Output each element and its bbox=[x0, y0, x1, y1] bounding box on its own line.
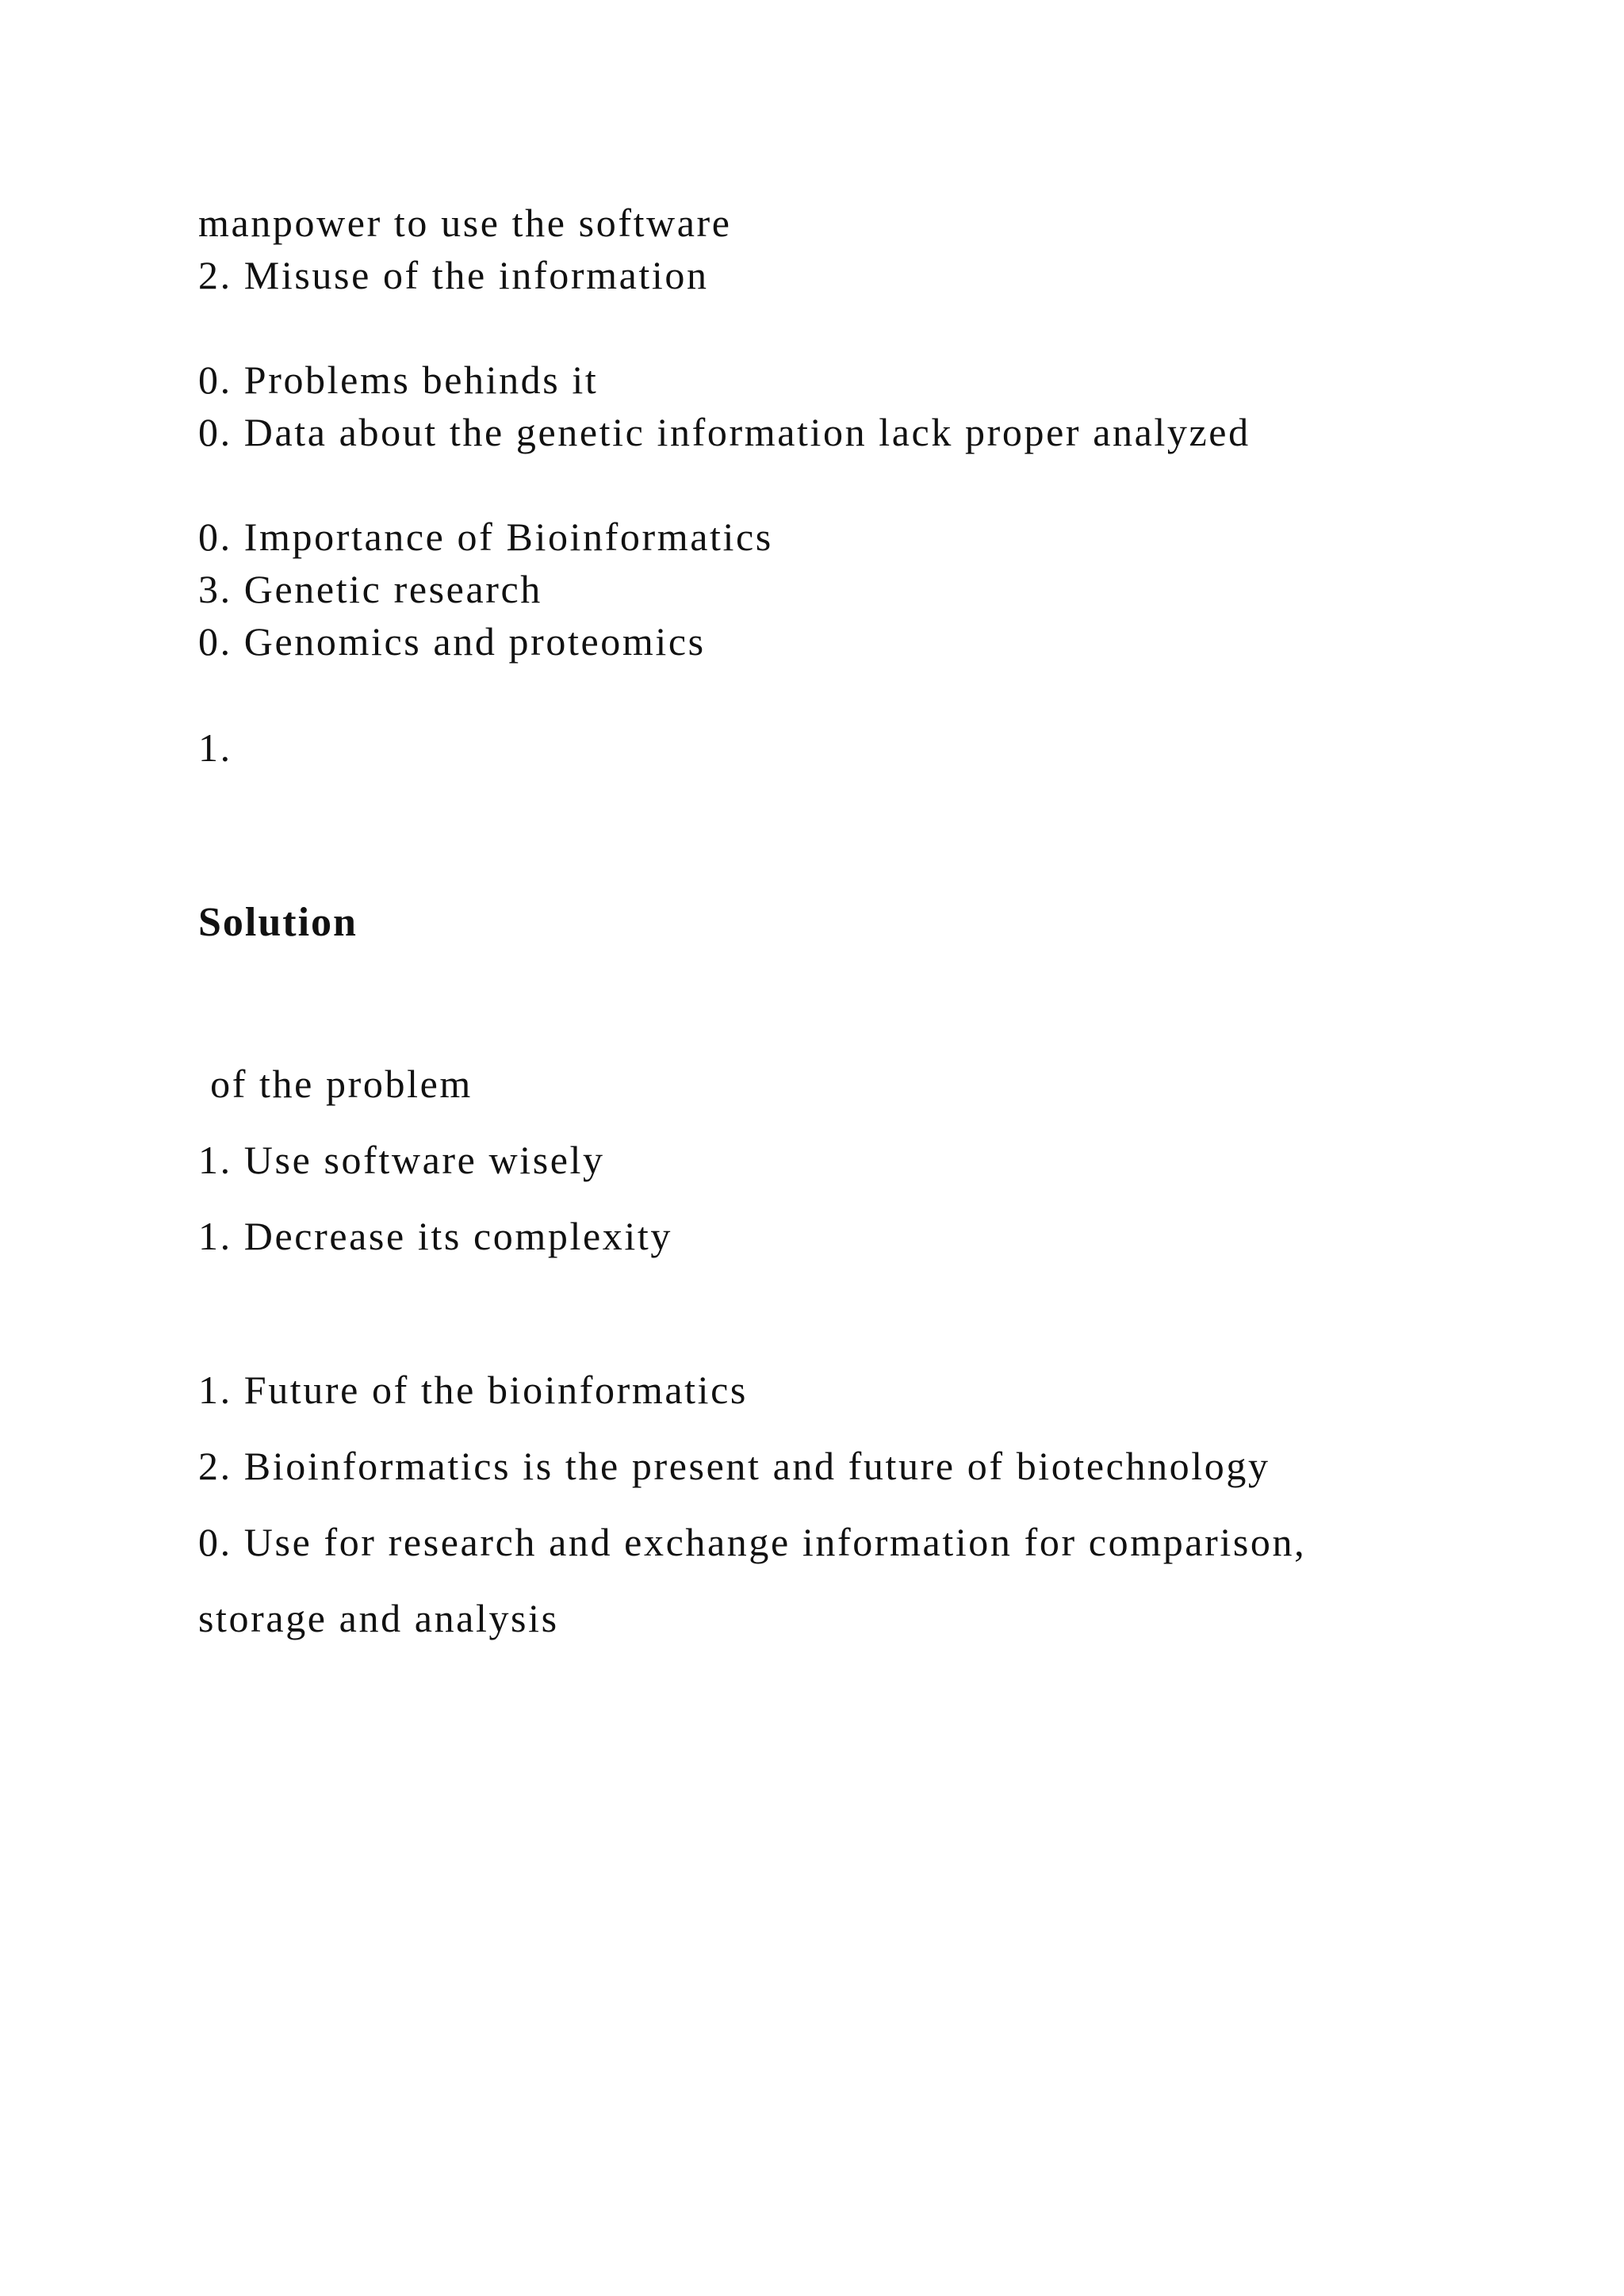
list-item: 0. Use for research and exchange information for comparison, bbox=[198, 1520, 1307, 1564]
text-line: storage and analysis bbox=[198, 1596, 559, 1640]
list-item: 2. Misuse of the information bbox=[198, 253, 709, 297]
section-heading-solution: Solution bbox=[198, 900, 358, 945]
list-item: 0. Importance of Bioinformatics bbox=[198, 515, 773, 559]
list-item: 2. Bioinformatics is the present and future of biotechnology bbox=[198, 1444, 1270, 1488]
list-item: 0. Problems behinds it bbox=[198, 358, 599, 402]
text-line: manpower to use the software bbox=[198, 201, 732, 245]
list-item: 1. Future of the bioinformatics bbox=[198, 1368, 748, 1412]
list-item: 1. bbox=[198, 725, 232, 770]
list-item: 3. Genetic research bbox=[198, 567, 542, 611]
text-line: of the problem bbox=[198, 1062, 473, 1106]
list-item: 1. Use software wisely bbox=[198, 1138, 605, 1182]
list-item: 0. Data about the genetic information lack proper analyzed bbox=[198, 410, 1251, 454]
list-item: 1. Decrease its complexity bbox=[198, 1214, 672, 1258]
list-item: 0. Genomics and proteomics bbox=[198, 619, 706, 664]
